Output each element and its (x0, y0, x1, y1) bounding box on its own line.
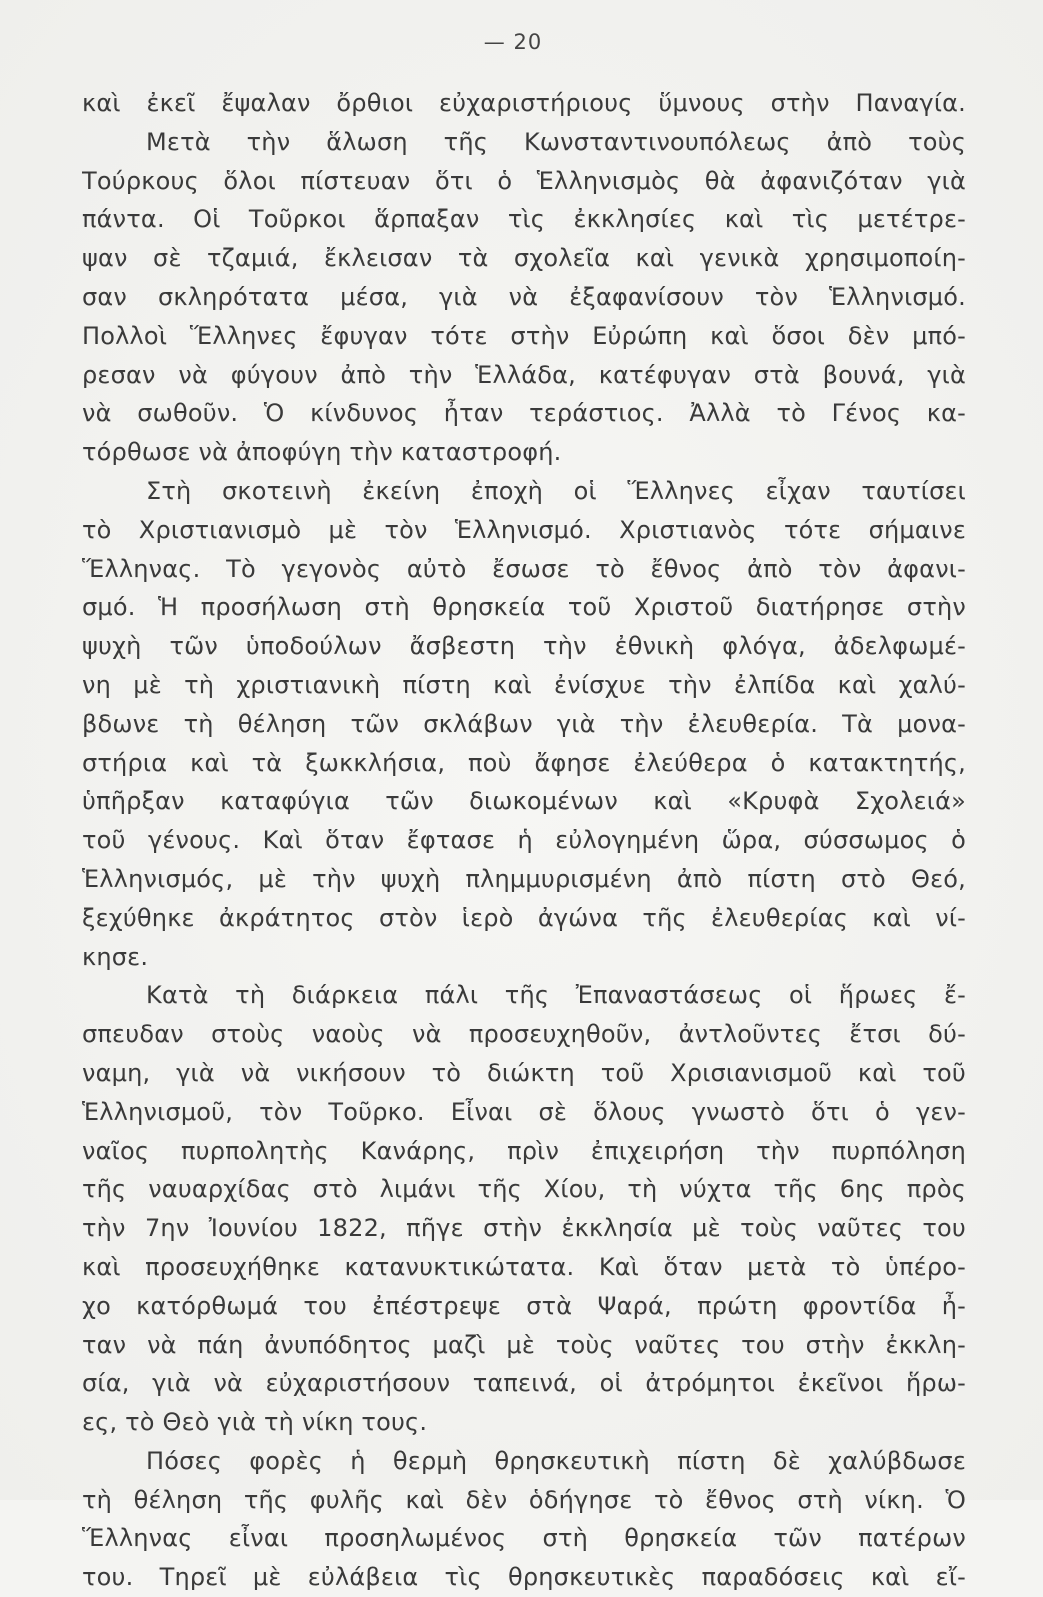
text-line: ψαν σὲ τζαμιά, ἔκλεισαν τὰ σχολεῖα καὶ γενικὰ χρησιμοποίη- (82, 244, 966, 273)
text-line: τὸ Χριστιανισμὸ μὲ τὸν Ἑλληνισμό. Χριστιανὸς τότε σήμαινε (82, 515, 966, 544)
text-line: τὴ θέληση τῆς φυλῆς καὶ δὲν ὁδήγησε τὸ ἔθνος στὴ νίκη. Ὁ (82, 1485, 966, 1514)
text-line: σία, γιὰ νὰ εὐχαριστήσουν ταπεινά, οἱ ἀτρόμητοι ἐκεῖνοι ἥρω- (82, 1369, 966, 1398)
text-line: Πόσες φορὲς ἡ θερμὴ θρησκευτικὴ πίστη δὲ χαλύβδωσε (146, 1446, 966, 1475)
text-line: ὑπῆρξαν καταφύγια τῶν διωκομένων καὶ «Κρυφὰ Σχολειά» (82, 787, 966, 816)
text-line: καὶ ἐκεῖ ἔψαλαν ὄρθιοι εὐχαριστήριους ὕμνους στὴν Παναγία. (82, 89, 966, 117)
text-line: τῆς ναυαρχίδας στὸ λιμάνι τῆς Χίου, τὴ νύχτα τῆς 6ης πρὸς (82, 1175, 966, 1204)
text-line: Ἕλληνας εἶναι προσηλωμένος στὴ θρησκεία τῶν πατέρων (82, 1524, 966, 1553)
page-number: — 20 (483, 30, 543, 54)
text-line: τόρθωσε νὰ ἀποφύγη τὴν καταστροφή. (82, 438, 562, 467)
text-line: νη μὲ τὴ χριστιανικὴ πίστη καὶ ἐνίσχυε τὴν ἐλπίδα καὶ χαλύ- (82, 670, 966, 699)
text-line: σπευδαν στοὺς ναοὺς νὰ προσευχηθοῦν, ἀντλοῦντες ἔτσι δύ- (82, 1020, 966, 1049)
text-line: σμό. Ἡ προσήλωση στὴ θρησκεία τοῦ Χριστοῦ διατήρησε στὴν (82, 593, 966, 622)
text-line: Ἑλληνισμός, μὲ τὴν ψυχὴ πλημμυρισμένη ἀπὸ πίστη στὸ Θεό, (82, 864, 966, 893)
text-line: τὴν 7ην Ἰουνίου 1822, πῆγε στὴν ἐκκλησία μὲ τοὺς ναῦτες του (82, 1214, 966, 1243)
text-line: Πολλοὶ Ἕλληνες ἔφυγαν τότε στὴν Εὐρώπη καὶ ὅσοι δὲν μπό- (82, 321, 966, 350)
text-line: του. Τηρεῖ μὲ εὐλάβεια τὶς θρησκευτικὲς παραδόσεις καὶ εἴ- (82, 1563, 966, 1592)
text-line: καὶ προσευχήθηκε κατανυκτικώτατα. Καὶ ὅταν μετὰ τὸ ὑπέρο- (82, 1252, 966, 1281)
text-line: τοῦ γένους. Καὶ ὅταν ἔφτασε ἡ εὐλογημένη ὥρα, σύσσωμος ὁ (82, 826, 966, 855)
text-line: ψυχὴ τῶν ὑποδούλων ἄσβεστη τὴν ἐθνικὴ φλόγα, ἀδελφωμέ- (82, 632, 966, 661)
text-line: Μετὰ τὴν ἅλωση τῆς Κωνσταντινουπόλεως ἀπὸ τοὺς (146, 127, 966, 156)
body-text (82, 84, 966, 1597)
text-line: ξεχύθηκε ἀκράτητος στὸν ἱερὸ ἀγώνα τῆς ἐλευθερίας καὶ νί- (82, 903, 966, 932)
text-line: κησε. (82, 942, 149, 971)
text-line: Ἕλληνας. Τὸ γεγονὸς αὐτὸ ἔσωσε τὸ ἔθνος ἀπὸ τὸν ἀφανι- (82, 554, 966, 583)
text-line: στήρια καὶ τὰ ξωκκλήσια, ποὺ ἄφησε ἐλεύθερα ὁ κατακτητής, (82, 748, 966, 777)
text-line: Τούρκους ὅλοι πίστευαν ὅτι ὁ Ἑλληνισμὸς θὰ ἀφανιζόταν γιὰ (82, 166, 966, 195)
text-line: Στὴ σκοτεινὴ ἐκείνη ἐποχὴ οἱ Ἕλληνες εἶχαν ταυτίσει (146, 476, 966, 505)
text-line: πάντα. Οἱ Τοῦρκοι ἅρπαξαν τὶς ἐκκλησίες καὶ τὶς μετέτρε- (82, 205, 966, 234)
text-line: ρεσαν νὰ φύγουν ἀπὸ τὴν Ἑλλάδα, κατέφυγαν στὰ βουνά, γιὰ (82, 360, 966, 389)
text-line: Κατὰ τὴ διάρκεια πάλι τῆς Ἐπαναστάσεως οἱ ἥρωες ἔ- (146, 981, 966, 1010)
text-line: Ἑλληνισμοῦ, τὸν Τοῦρκο. Εἶναι σὲ ὅλους γνωστὸ ὅτι ὁ γεν- (82, 1097, 966, 1126)
text-line: ναμη, γιὰ νὰ νικήσουν τὸ διώκτη τοῦ Χρισιανισμοῦ καὶ τοῦ (82, 1058, 966, 1087)
text-line: βδωνε τὴ θέληση τῶν σκλάβων γιὰ τὴν ἐλευθερία. Τὰ μονα- (82, 709, 966, 738)
text-line: ναῖος πυρπολητὴς Κανάρης, πρὶν ἐπιχειρήση τὴν πυρπόληση (82, 1136, 966, 1165)
text-line: νὰ σωθοῦν. Ὁ κίνδυνος ἦταν τεράστιος. Ἀλλὰ τὸ Γένος κα- (82, 399, 966, 428)
text-line: χο κατόρθωμά του ἐπέστρεψε στὰ Ψαρά, πρώτη φροντίδα ἦ- (82, 1291, 966, 1320)
text-line: ες, τὸ Θεὸ γιὰ τὴ νίκη τους. (82, 1408, 428, 1437)
text-line: ταν νὰ πάη ἀνυπόδητος μαζὶ μὲ τοὺς ναῦτες του στὴν ἐκκλη- (82, 1330, 966, 1359)
text-line: σαν σκληρότατα μέσα, γιὰ νὰ ἐξαφανίσουν τὸν Ἑλληνισμό. (82, 282, 966, 311)
